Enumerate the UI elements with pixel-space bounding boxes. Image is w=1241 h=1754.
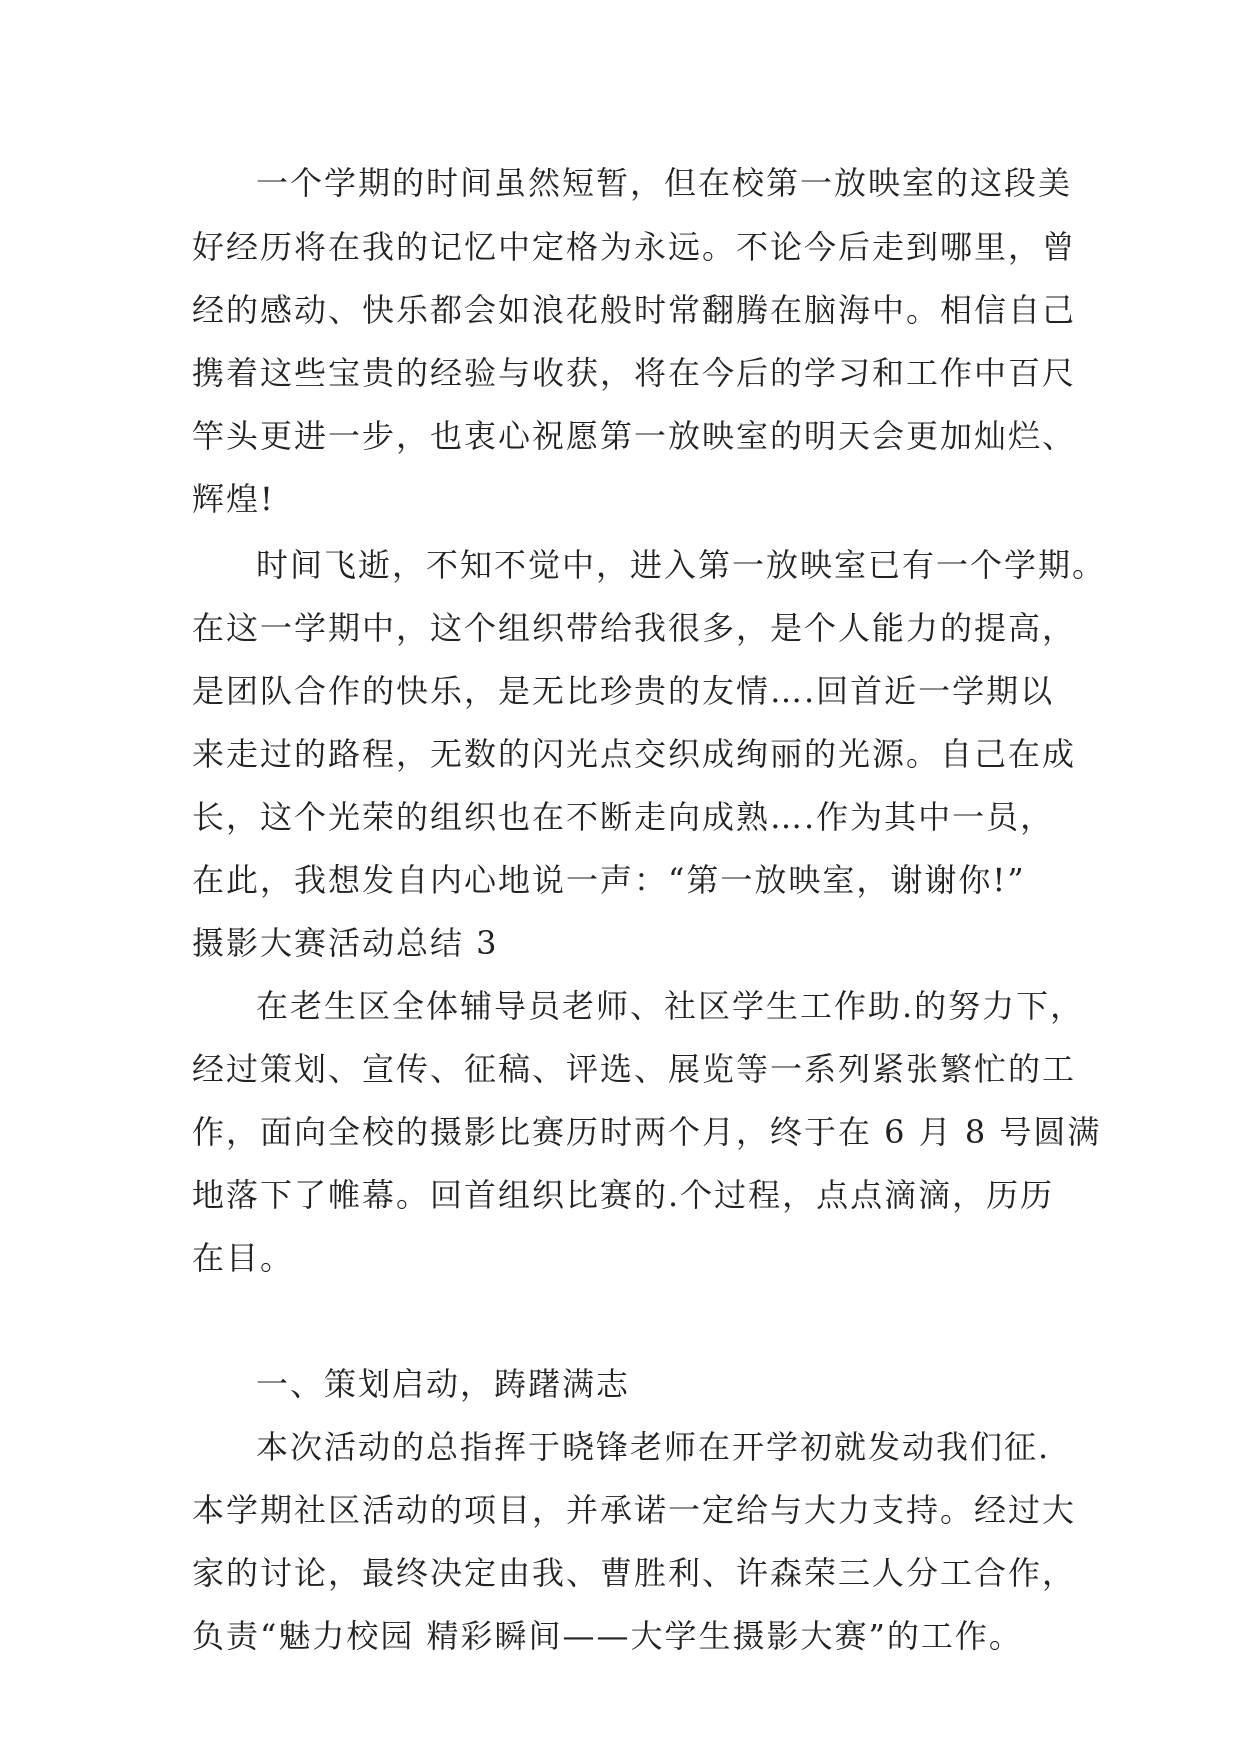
section-heading: 一、策划启动，踌躇满志 <box>256 1365 631 1403</box>
paragraph-line: 作，面向全校的摄影比赛历时两个月，终于在 6 月 8 号圆满 <box>192 1113 1102 1151</box>
paragraph-line: 携着这些宝贵的经验与收获，将在今后的学习和工作中百尺 <box>192 354 1077 392</box>
paragraph-line: 本学期社区活动的项目，并承诺一定给与大力支持。经过大 <box>192 1491 1077 1529</box>
paragraph-line: 来走过的路程，无数的闪光点交织成绚丽的光源。自己在成 <box>192 735 1077 773</box>
paragraph-line: 负责“魅力校园 精彩瞬间——大学生摄影大赛”的工作。 <box>192 1617 1023 1655</box>
paragraph-line: 在老生区全体辅导员老师、社区学生工作助.的努力下， <box>256 987 1085 1025</box>
paragraph-line: 地落下了帷幕。回首组织比赛的.个过程，点点滴滴，历历 <box>192 1176 1055 1214</box>
paragraph-line: 是团队合作的快乐，是无比珍贵的友情….回首近一学期以 <box>192 672 1055 710</box>
paragraph-line: 一个学期的时间虽然短暂，但在校第一放映室的这段美 <box>256 164 1073 202</box>
paragraph-line: 时间飞逝，不知不觉中，进入第一放映室已有一个学期。 <box>256 546 1107 584</box>
paragraph-line: 好经历将在我的记忆中定格为永远。不论今后走到哪里，曾 <box>192 228 1077 266</box>
paragraph-line: 在此，我想发自内心地说一声：“第一放映室，谢谢你!” <box>192 861 1026 899</box>
paragraph-line: 长，这个光荣的组织也在不断走向成熟….作为其中一员， <box>192 798 1055 836</box>
paragraph-line: 经过策划、宣传、征稿、评选、展览等一系列紧张繁忙的工 <box>192 1050 1077 1088</box>
paragraph-line: 在这一学期中，这个组织带给我很多，是个人能力的提高， <box>192 609 1077 647</box>
paragraph-line: 本次活动的总指挥于晓锋老师在开学初就发动我们征. <box>256 1428 1051 1466</box>
section-title: 摄影大赛活动总结 3 <box>192 924 499 962</box>
paragraph-line: 竿头更进一步，也衷心祝愿第一放映室的明天会更加灿烂、 <box>192 417 1077 455</box>
paragraph-line: 辉煌! <box>192 480 275 518</box>
paragraph-line: 在目。 <box>192 1239 295 1277</box>
paragraph-line: 家的讨论，最终决定由我、曹胜利、许森荣三人分工合作， <box>192 1554 1077 1592</box>
paragraph-line: 经的感动、快乐都会如浪花般时常翻腾在脑海中。相信自己 <box>192 291 1077 329</box>
